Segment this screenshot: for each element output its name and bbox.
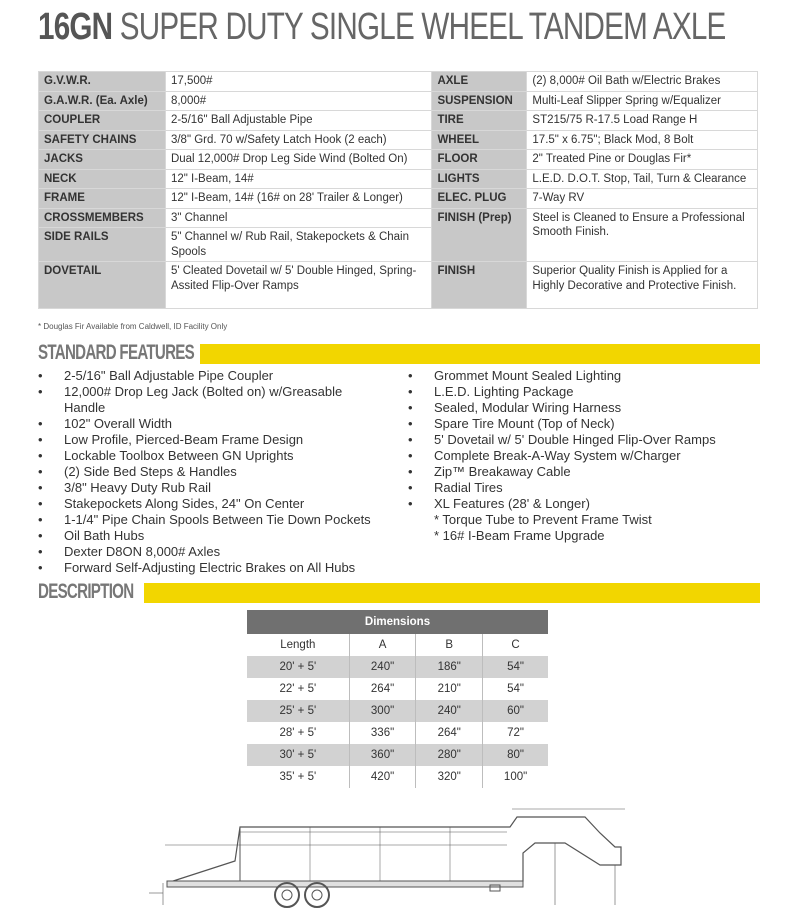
feature-item: • XL Features (28' & Longer) <box>408 496 758 512</box>
feature-item: • Spare Tire Mount (Top of Neck) <box>408 416 758 432</box>
table-cell: 336" <box>349 722 416 744</box>
table-cell: 72" <box>483 722 548 744</box>
feature-sub-item: * Torque Tube to Prevent Frame Twist <box>434 512 652 527</box>
spec-value: L.E.D. D.O.T. Stop, Tail, Turn & Clearance <box>527 169 758 189</box>
table-cell: 100" <box>483 766 548 788</box>
spec-value: 2-5/16" Ball Adjustable Pipe <box>165 111 431 131</box>
feature-item: • Forward Self-Adjusting Electric Brakes on All Hubs <box>38 560 378 576</box>
spec-label: FINISH (Prep) <box>432 208 527 262</box>
spec-row <box>39 189 758 209</box>
spec-row <box>39 150 758 170</box>
feature-item: • Lockable Toolbox Between GN Uprights <box>38 448 378 464</box>
feature-item: • Stakepockets Along Sides, 24" On Center <box>38 496 378 512</box>
feature-item: • Grommet Mount Sealed Lighting <box>408 368 758 384</box>
feature-item: • 12,000# Drop Leg Jack (Bolted on) w/Greasable Handle <box>38 384 378 416</box>
standard-features-header <box>38 342 760 364</box>
page-title <box>38 4 726 50</box>
table-cell: 60" <box>483 700 548 722</box>
table-cell: 25' + 5' <box>247 700 349 722</box>
table-cell: 28' + 5' <box>247 722 349 744</box>
spec-row <box>39 169 758 189</box>
spec-label: AXLE <box>432 72 527 92</box>
spec-value: 5" Channel w/ Rub Rail, Stakepockets & Chain Spools <box>165 228 431 262</box>
spec-value: 3/8" Grd. 70 w/Safety Latch Hook (2 each) <box>165 130 431 150</box>
column-header: A <box>349 634 416 656</box>
spec-row <box>39 111 758 131</box>
feature-item: • 2-5/16" Ball Adjustable Pipe Coupler <box>38 368 378 384</box>
spec-value: Multi-Leaf Slipper Spring w/Equalizer <box>527 91 758 111</box>
spec-value: Dual 12,000# Drop Leg Side Wind (Bolted On) <box>165 150 431 170</box>
features-list-left <box>38 368 378 576</box>
standard-features-heading: STANDARD FEATURES <box>38 341 195 364</box>
spec-row <box>39 72 758 92</box>
spec-label: DOVETAIL <box>39 262 166 309</box>
spec-value: ST215/75 R-17.5 Load Range H <box>527 111 758 131</box>
spec-value: 7-Way RV <box>527 189 758 209</box>
feature-item: • 5' Dovetail w/ 5' Double Hinged Flip-Over Ramps <box>408 432 758 448</box>
feature-item: • Oil Bath Hubs <box>38 528 378 544</box>
table-cell: 264" <box>349 678 416 700</box>
model-name: SUPER DUTY SINGLE WHEEL TANDEM AXLE <box>119 6 726 48</box>
spec-row <box>39 262 758 309</box>
spec-label: NECK <box>39 169 166 189</box>
model-number: 16GN <box>38 6 113 48</box>
spec-label: FLOOR <box>432 150 527 170</box>
spec-value: 8,000# <box>165 91 431 111</box>
feature-item: • Dexter D8ON 8,000# Axles <box>38 544 378 560</box>
feature-item: • (2) Side Bed Steps & Handles <box>38 464 378 480</box>
spec-label: ELEC. PLUG <box>432 189 527 209</box>
spec-row <box>39 91 758 111</box>
table-cell: 280" <box>416 744 483 766</box>
table-cell: 186" <box>416 656 483 678</box>
feature-item: • Zip™ Breakaway Cable <box>408 464 758 480</box>
spec-value: 5' Cleated Dovetail w/ 5' Double Hinged, Spring-Assited Flip-Over Ramps <box>165 262 431 309</box>
footnote: * Douglas Fir Available from Caldwell, ID Facility Only <box>38 322 228 331</box>
column-header: C <box>483 634 548 656</box>
feature-item: • L.E.D. Lighting Package <box>408 384 758 400</box>
table-cell: 320" <box>416 766 483 788</box>
spec-row <box>39 208 758 228</box>
spec-label: TIRE <box>432 111 527 131</box>
section-accent-bar <box>200 344 760 364</box>
spec-label: FINISH <box>432 262 527 309</box>
spec-label: SUSPENSION <box>432 91 527 111</box>
feature-sub-item: * 16# I-Beam Frame Upgrade <box>434 528 605 543</box>
spec-label: COUPLER <box>39 111 166 131</box>
spec-label: JACKS <box>39 150 166 170</box>
spec-label: G.A.W.R. (Ea. Axle) <box>39 91 166 111</box>
table-row <box>247 656 548 678</box>
feature-item: • Sealed, Modular Wiring Harness <box>408 400 758 416</box>
spec-table <box>38 71 758 309</box>
column-header: B <box>416 634 483 656</box>
spec-value: Steel is Cleaned to Ensure a Professional Smooth Finish. <box>527 208 758 262</box>
table-cell: 210" <box>416 678 483 700</box>
table-row <box>247 678 548 700</box>
table-cell: 240" <box>416 700 483 722</box>
feature-item: • Radial Tires <box>408 480 758 496</box>
description-heading: DESCRIPTION <box>38 580 134 603</box>
spec-value: 2" Treated Pine or Douglas Fir* <box>527 150 758 170</box>
spec-value: 3" Channel <box>165 208 431 228</box>
table-cell: 35' + 5' <box>247 766 349 788</box>
description-header <box>38 581 760 603</box>
spec-value: Superior Quality Finish is Applied for a Highly Decorative and Protective Finish. <box>527 262 758 309</box>
dimensions-header-row <box>247 634 548 656</box>
spec-value: 12" I-Beam, 14# <box>165 169 431 189</box>
table-cell: 264" <box>416 722 483 744</box>
spec-value: 17,500# <box>165 72 431 92</box>
table-row <box>247 722 548 744</box>
spec-value: 12" I-Beam, 14# (16# on 28' Trailer & Longer) <box>165 189 431 209</box>
spec-label: WHEEL <box>432 130 527 150</box>
features-list-right <box>408 368 758 544</box>
table-row <box>247 744 548 766</box>
table-cell: 20' + 5' <box>247 656 349 678</box>
table-cell: 22' + 5' <box>247 678 349 700</box>
spec-label: LIGHTS <box>432 169 527 189</box>
table-cell: 420" <box>349 766 416 788</box>
feature-item: • 102" Overall Width <box>38 416 378 432</box>
spec-value: 17.5" x 6.75"; Black Mod, 8 Bolt <box>527 130 758 150</box>
table-cell: 300" <box>349 700 416 722</box>
table-row <box>247 766 548 788</box>
spec-label: SAFETY CHAINS <box>39 130 166 150</box>
spec-row <box>39 130 758 150</box>
spec-label: G.V.W.R. <box>39 72 166 92</box>
feature-item: • Low Profile, Pierced-Beam Frame Design <box>38 432 378 448</box>
feature-item: • Complete Break-A-Way System w/Charger <box>408 448 758 464</box>
trailer-side-drawing <box>145 805 635 908</box>
column-header: Length <box>247 634 349 656</box>
spec-label: FRAME <box>39 189 166 209</box>
table-cell: 30' + 5' <box>247 744 349 766</box>
section-accent-bar <box>144 583 760 603</box>
dimensions-table <box>247 610 548 788</box>
spec-label: SIDE RAILS <box>39 228 166 262</box>
table-cell: 240" <box>349 656 416 678</box>
table-cell: 54" <box>483 678 548 700</box>
spec-label: CROSSMEMBERS <box>39 208 166 228</box>
table-cell: 54" <box>483 656 548 678</box>
dimensions-title: Dimensions <box>247 610 548 634</box>
table-cell: 360" <box>349 744 416 766</box>
table-cell: 80" <box>483 744 548 766</box>
feature-item: • 3/8" Heavy Duty Rub Rail <box>38 480 378 496</box>
table-row <box>247 700 548 722</box>
spec-value: (2) 8,000# Oil Bath w/Electric Brakes <box>527 72 758 92</box>
feature-item: • 1-1/4" Pipe Chain Spools Between Tie Down Pockets <box>38 512 378 528</box>
